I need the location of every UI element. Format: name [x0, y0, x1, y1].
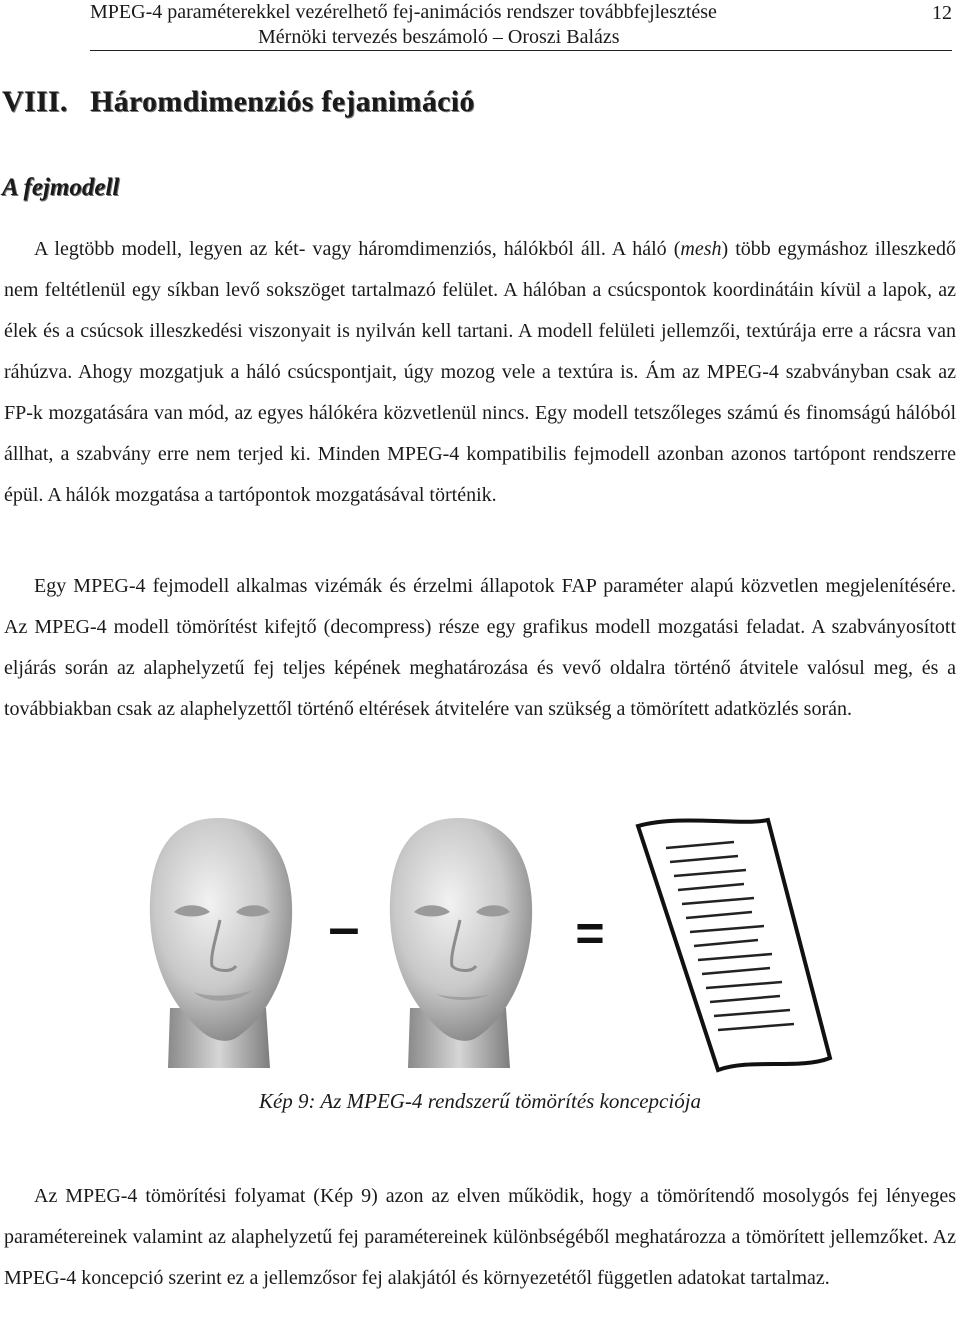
header-rule: [90, 50, 952, 51]
chapter-number: VIII.: [2, 85, 68, 118]
paragraph-1-mesh-term: mesh: [680, 238, 722, 260]
paragraph-1: [4, 229, 956, 516]
section-heading: A fejmodell: [2, 174, 120, 201]
parameter-scroll-icon: [638, 820, 830, 1070]
paragraph-1-start: A legtöbb modell, legyen az két- vagy háromdimenziós, hálókból áll. A háló (: [34, 238, 681, 260]
head-model-neutral: [390, 818, 532, 1068]
paragraph-2-text: Egy MPEG-4 fejmodell alkalmas vizémák és érzelmi állapotok FAP paraméter alapú közvetlen megjelenítésére. Az MPEG-4 modell tömörítést kifejtő (decompress) része egy grafikus modell mozgatási feladat. A szabványosított eljárás során az alaphelyzetű fej teljes képének meghatározása és vevő oldalra történő átvitele valósul meg, és a továbbiakban csak az alaphelyzettől történő eltérések átvitelére van szükség a tömörített adatközlés során.: [4, 575, 956, 720]
figure-compression-concept: [140, 808, 840, 1078]
page-number: 12: [932, 2, 952, 24]
chapter-heading: [2, 84, 475, 120]
paragraph-2: [4, 566, 956, 730]
paragraph-3: [4, 1176, 956, 1299]
paragraph-1-rest: ) több egymáshoz illeszkedő nem feltétlenül egy síkban levő sokszöget tartalmazó felület. A hálóban a csúcspontok koordinátáin kívül a lapok, az élek és a csúcsok illeszkedési viszonyait is nyilván kell tartani. A modell felületi jellemzői, textúrája erre a rácsra van ráhúzva. Ahogy mozgatjuk a háló csúcspontjait, úgy mozog vele a textúra is. Ám az MPEG-4 szabványban csak az FP-k mozgatására van mód, az egyes hálókéra közvetlenül nincs. Egy modell tetszőleges számú és finomságú hálóból állhat, a szabvány erre nem terjed ki. Minden MPEG-4 kompatibilis fejmodell azonban azonos tartópont rendszerre épül. A hálók mozgatása a tartópontok mozgatásával történik.: [4, 238, 956, 506]
minus-symbol: –: [328, 895, 360, 958]
chapter-title: Háromdimenziós fejanimáció: [90, 85, 475, 118]
equals-symbol: =: [575, 905, 605, 961]
paragraph-3-text: Az MPEG-4 tömörítési folyamat (Kép 9) azon az elven működik, hogy a tömörítendő mosolygós fej lényeges paramétereinek valamint az alaphelyzetű fej paramétereinek különbségéből meghatározza a tömörített jellemzőket. Az MPEG-4 koncepció szerint ez a jellemzősor fej alakjától és környezetétől független adatokat tartalmaz.: [4, 1185, 956, 1289]
head-model-smiling: [150, 818, 292, 1068]
figure-caption: Kép 9: Az MPEG-4 rendszerű tömörítés koncepciója: [258, 1089, 702, 1113]
running-header: [0, 0, 960, 54]
header-subtitle: Mérnöki tervezés beszámoló – Oroszi Balázs: [258, 26, 620, 48]
header-title: MPEG-4 paraméterekkel vezérelhető fej-animációs rendszer továbbfejlesztése: [90, 1, 717, 23]
figure-illustration: [140, 808, 840, 1078]
